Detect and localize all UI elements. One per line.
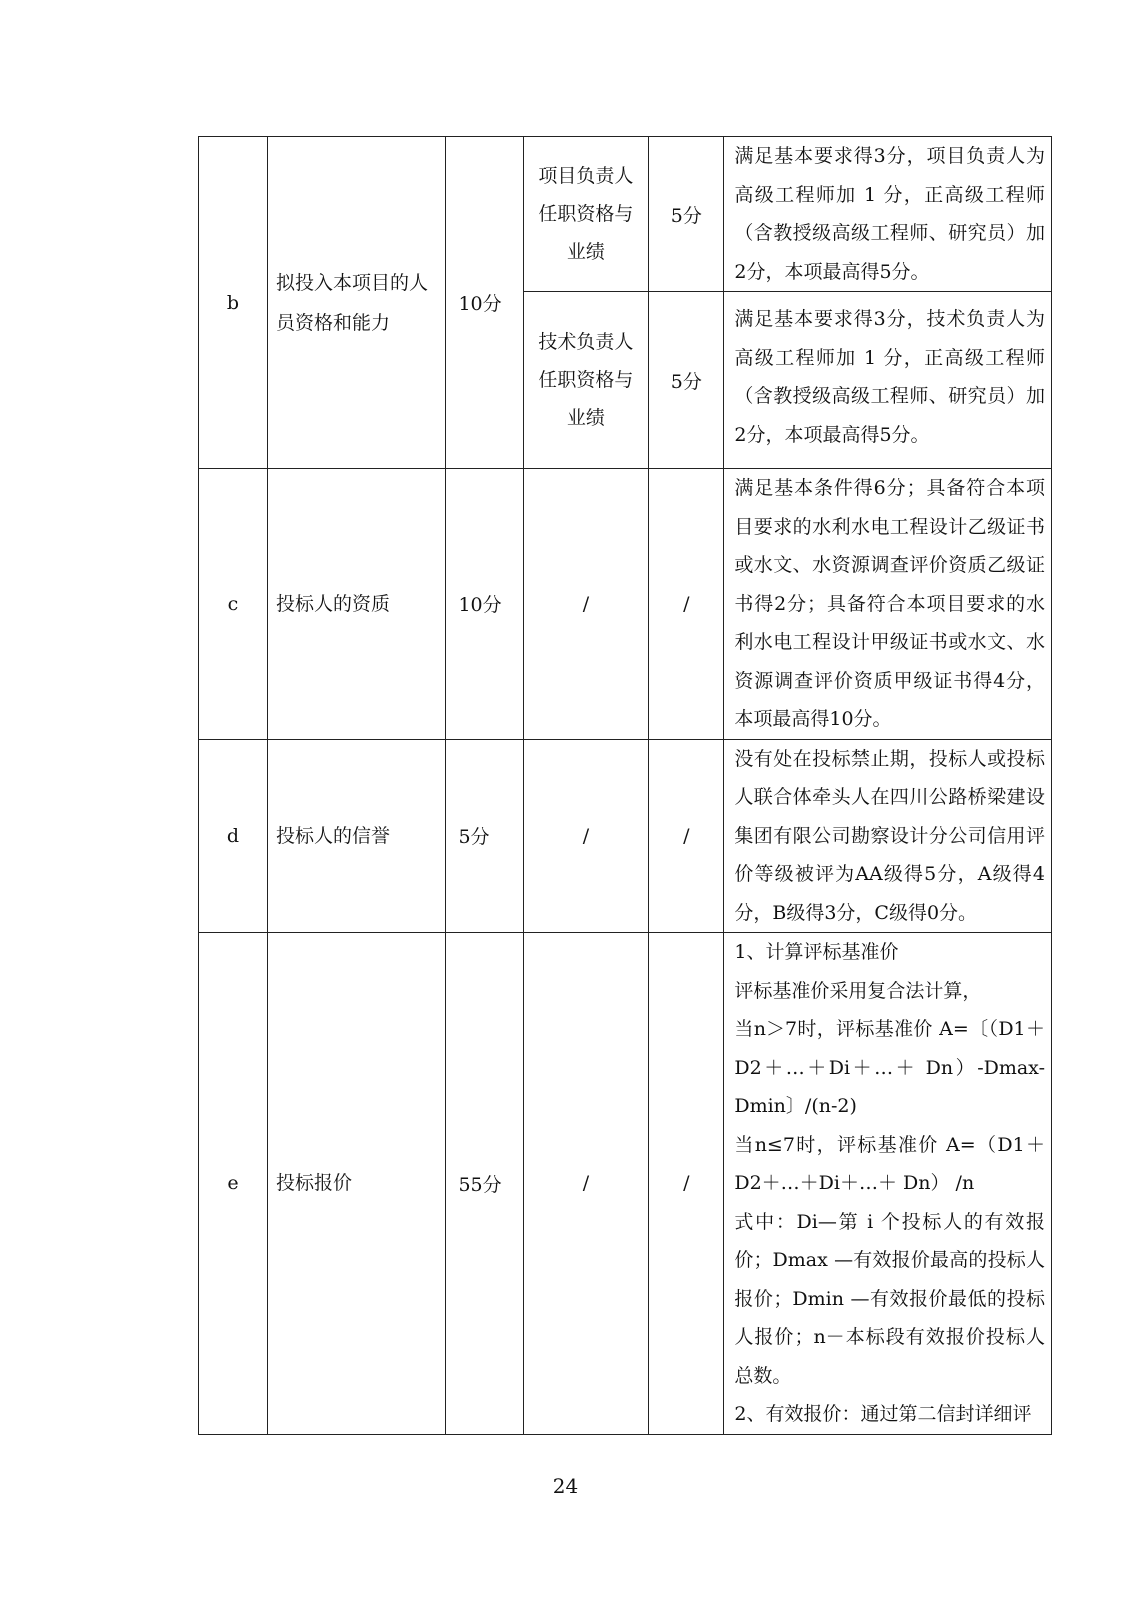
row-item: 投标报价 bbox=[267, 933, 446, 1435]
table-row bbox=[199, 739, 1052, 933]
row-score: 10分 bbox=[446, 137, 523, 469]
table-row bbox=[199, 933, 1052, 1435]
criteria-line: 2、有效报价：通过第二信封详细评 bbox=[734, 1403, 1032, 1425]
sub-item-name: 项目负责人任职资格与业绩 bbox=[523, 137, 649, 292]
row-id: e bbox=[199, 933, 268, 1435]
scoring-criteria: 满足基本要求得3分，项目负责人为高级工程师加 1 分，正高级工程师（含教授级高级工程师、研究员）加2分，本项最高得5分。 bbox=[724, 137, 1052, 292]
sub-item-score: / bbox=[649, 933, 724, 1435]
scoring-criteria: 满足基本条件得6分；具备符合本项目要求的水利水电工程设计乙级证书或水文、水资源调查评价资质乙级证书得2分；具备符合本项目要求的水利水电工程设计甲级证书或水文、水资源调查评价资质甲级证书得4分，本项最高得10分。 bbox=[724, 469, 1052, 740]
sub-item-name: 技术负责人任职资格与业绩 bbox=[523, 292, 649, 469]
row-item: 投标人的资质 bbox=[267, 469, 446, 740]
sub-item-score: 5分 bbox=[649, 292, 724, 469]
row-id: b bbox=[199, 137, 268, 469]
sub-item-score: 5分 bbox=[649, 137, 724, 292]
criteria-line: 式中：Di—第 i 个投标人的有效报价；Dmax —有效报价最高的投标人报价；Dmin —有效报价最低的投标人报价；n－本标段有效报价投标人总数。 bbox=[734, 1210, 1045, 1387]
scoring-criteria: 没有处在投标禁止期，投标人或投标人联合体牵头人在四川公路桥梁建设集团有限公司勘察设计分公司信用评价等级被评为AA级得5分，A级得4分，B级得3分，C级得0分。 bbox=[724, 739, 1052, 933]
page-number: 24 bbox=[552, 1474, 579, 1498]
sub-item-name: / bbox=[523, 933, 649, 1435]
sub-item-score: / bbox=[649, 469, 724, 740]
sub-item-name: / bbox=[523, 469, 649, 740]
criteria-line: 1、计算评标基准价 bbox=[734, 941, 899, 963]
criteria-line: 评标基准价采用复合法计算， bbox=[734, 979, 982, 1002]
row-item: 拟投入本项目的人员资格和能力 bbox=[267, 137, 446, 469]
scoring-table bbox=[198, 136, 1052, 1435]
row-item: 投标人的信誉 bbox=[267, 739, 446, 933]
table-row bbox=[199, 469, 1052, 740]
sub-item-name: / bbox=[523, 739, 649, 933]
row-id: c bbox=[199, 469, 268, 740]
table-row bbox=[199, 137, 1052, 292]
criteria-line: 当n＞7时，评标基准价 A=〔（D1＋D2＋…＋Di＋…＋ Dn）-Dmax-Dmin〕/(n-2) bbox=[734, 1018, 1045, 1117]
row-score: 5分 bbox=[446, 739, 523, 933]
sub-item-score: / bbox=[649, 739, 724, 933]
scoring-criteria: 满足基本要求得3分，技术负责人为高级工程师加 1 分，正高级工程师（含教授级高级工程师、研究员）加2分，本项最高得5分。 bbox=[724, 292, 1052, 469]
criteria-line: 当n≤7时，评标基准价 A=（D1＋D2＋…＋Di＋…＋ Dn） /n bbox=[734, 1133, 1045, 1194]
scoring-criteria bbox=[724, 933, 1052, 1435]
row-score: 10分 bbox=[446, 469, 523, 740]
row-id: d bbox=[199, 739, 268, 933]
row-score: 55分 bbox=[446, 933, 523, 1435]
